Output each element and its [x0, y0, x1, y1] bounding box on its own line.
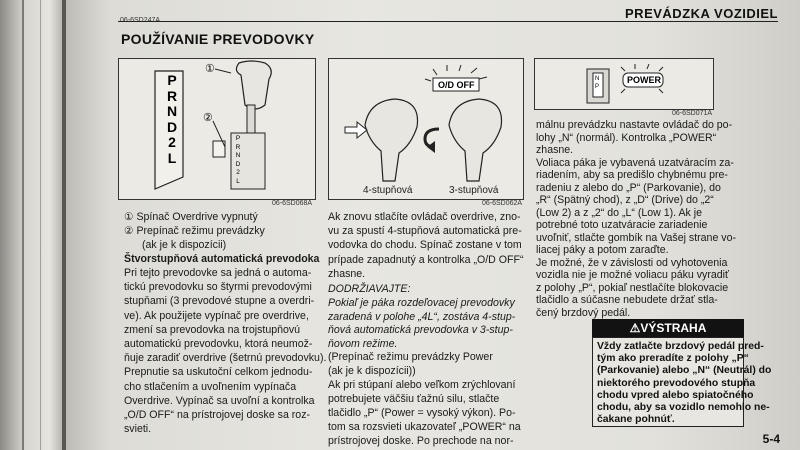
gear-lever-illustration: [119, 59, 315, 199]
left-page-edge: [0, 0, 62, 450]
text-line: Je možné, že v závislosti od vyhotovenia: [536, 256, 728, 269]
text-line: prístrojovej doske. Po prechode na nor-: [328, 435, 514, 447]
text-line: zhasne.: [536, 144, 574, 156]
label-4-speed: 4-stupňová: [363, 185, 413, 196]
text-line: radeniu z alebo do „P“ (Parkovanie), do: [536, 181, 721, 194]
text-line: tom sa rozsvieti ukazovateľ „POWER“ na: [328, 421, 521, 433]
text-line: tlačidlo a súčasne nebudete držať stla-: [536, 294, 718, 306]
gear-N: N: [166, 103, 178, 119]
text-line: ňuje zaradiť overdrive (šetrnú prevodovku).: [124, 352, 327, 365]
manual-page: [66, 0, 800, 450]
page-edge-line: [22, 0, 24, 450]
gear-L: L: [167, 149, 177, 166]
figure3-code: 06-6SD071A: [672, 110, 713, 117]
gear-gate-labels: [234, 135, 242, 186]
text-line: tlačidlo „P“ (Power = vysoký výkon). Po-: [328, 407, 516, 419]
text-line: Pokiaľ je páka rozdeľovacej prevodovky: [328, 297, 515, 309]
figure2-code: 06-6SD062A: [482, 200, 523, 207]
figure-overdrive-button: [328, 58, 524, 200]
gear-2: 2: [168, 134, 176, 150]
text-line: automatickú prevodovku, ktorá neumož-: [124, 338, 313, 350]
section-heading: Štvorstupňová automatická prevodoka: [124, 253, 320, 265]
text-line: chodu, aby sa vozidlo nemohlo ne-: [597, 402, 770, 413]
warning-header: [592, 319, 744, 337]
page-number: 5-4: [762, 432, 780, 446]
warning-box: [592, 337, 772, 427]
legend-item-1: ① Spínač Overdrive vypnutý: [124, 211, 258, 223]
warning-icon: ⚠: [629, 321, 641, 335]
gate-2: 2: [236, 169, 240, 176]
text-line: stupňami (3 prevodové stupne a overdri-: [124, 295, 315, 308]
page-header: PREVÁDZKA VOZIDIEL: [625, 6, 778, 21]
text-line: uvoľniť, stlačte gombík na Vašej strane vo-: [536, 231, 737, 244]
text-line: cho stlačením a uvoľnením vypínača: [124, 380, 297, 393]
warning-title: VÝSTRAHA: [640, 321, 707, 335]
text-line: Ak znovu stlačíte ovládač overdrive, zno-: [328, 211, 521, 223]
legend-item-2: ② Prepínač režimu prevádzky: [124, 225, 265, 237]
power-indicator: POWER: [627, 75, 662, 85]
text-line: málnu prevádzku nastavte ovládač do po-: [536, 119, 733, 131]
text-line: Prepnutie sa uskutoční celkom jednodu-: [124, 366, 313, 379]
switch-label-n: N: [595, 76, 600, 82]
text-line: „R“ (Spätný chod), z „D“ (Drive) do „2“: [536, 194, 714, 206]
figure-power-switch: [534, 58, 714, 110]
figure-gear-selector: [118, 58, 316, 200]
legend-item-2-note: (ak je k dispozícii): [142, 239, 227, 251]
gate-R: R: [235, 143, 241, 151]
text-line: Ak pri stúpaní alebo veľkom zrýchlovaní: [328, 379, 516, 391]
text-line: potrebujete väčšiu ťažnú silu, stlačte: [328, 393, 500, 405]
text-line: chodu vpred alebo spiatočného: [597, 389, 754, 401]
text-line: zmení sa prevodovka na trojstupňovú: [124, 323, 301, 336]
text-line: vodovka do chodu. Spínač zostane v tom: [328, 239, 522, 252]
callout-2: ②: [203, 112, 213, 124]
text-line: tým ako preradíte z polohy „P“: [597, 353, 749, 365]
text-line: Pri tejto prevodovke sa jedná o automa-: [124, 267, 312, 279]
text-line: zhasne.: [328, 267, 366, 280]
gate-D: D: [235, 160, 241, 168]
note-title: DODRŽIAVAJTE:: [328, 283, 411, 295]
text-line: svieti.: [124, 423, 152, 436]
text-line: z polohy „P“, pokiaľ nestlačíte blokovacie: [536, 281, 729, 294]
page-edge-line: [40, 0, 41, 450]
text-line: ve). Ak použijete vypínač pre overdrive,: [124, 309, 309, 322]
power-mode-subtitle-2: (ak je k dispozícii)): [328, 365, 416, 377]
power-mode-subtitle: (Prepínač režimu prevádzky Power: [328, 351, 493, 363]
text-line: (Parkovanie) alebo „N“ (Neutrál) do: [597, 365, 772, 377]
text-line: liacej páky a potom zaraďte.: [536, 244, 669, 256]
text-line: potrebné toto uzatváracie zariadenie: [536, 219, 708, 231]
gate-N: N: [235, 152, 241, 159]
text-line: čakane pohnúť.: [597, 414, 675, 426]
section-title: POUŽÍVANIE PREVODOVKY: [121, 31, 315, 47]
switch-label-p: P: [595, 84, 600, 90]
text-line: vu za spustí 4-stupňová automatická pre-: [328, 225, 522, 238]
text-line: niektorého prevodového stupňa: [597, 377, 756, 389]
text-line: zaradená v polohe „4L“, zostáva 4-stup-: [328, 310, 516, 323]
text-line: (Low 2) a z „2“ do „L“ (Low 1). Ak je: [536, 206, 703, 219]
text-line: „O/D OFF“ na prístrojovej doske sa roz-: [124, 409, 311, 421]
text-line: Vždy zatlačte brzdový pedál pred-: [597, 341, 764, 352]
text-line: Voliaca páka je vybavená uzatváracím za-: [536, 156, 734, 169]
gate-L: L: [236, 177, 240, 185]
text-line: ňová automatická prevodovka v 3-stup-: [328, 324, 513, 337]
callout-1: ①: [205, 63, 215, 75]
figure1-code: 06-6SD068A: [272, 200, 313, 207]
text-line: vozidla nie je možné voliacu páku vyradiť: [536, 269, 729, 281]
gear-P: P: [167, 72, 177, 88]
text-line: čený brzdový pedál.: [536, 306, 631, 319]
label-3-speed: 3-stupňová: [449, 185, 499, 196]
text-line: ňovom režime.: [328, 337, 398, 350]
text-line: Overdrive. Vypínač sa uvoľní a kontrolka: [124, 394, 315, 407]
overdrive-illustration: [329, 59, 523, 199]
gear-D: D: [166, 118, 178, 135]
gate-P: P: [235, 135, 241, 142]
power-switch-illustration: [535, 59, 713, 109]
gear-R: R: [166, 87, 178, 104]
header-rule: [118, 21, 778, 22]
text-line: riadením, aby sa predišlo chybnému pre-: [536, 169, 728, 181]
switch-labels: [595, 75, 599, 91]
text-line: lohy „N“ (normál). Kontrolka „POWER“: [536, 131, 717, 144]
gear-position-list: [165, 73, 179, 166]
od-off-indicator: O/D OFF: [438, 80, 475, 90]
text-line: prípade zapadnutý a kontrolka „O/D OFF“: [328, 253, 524, 266]
text-line: tickú prevodovku so štyrmi prevodovými: [124, 281, 312, 294]
